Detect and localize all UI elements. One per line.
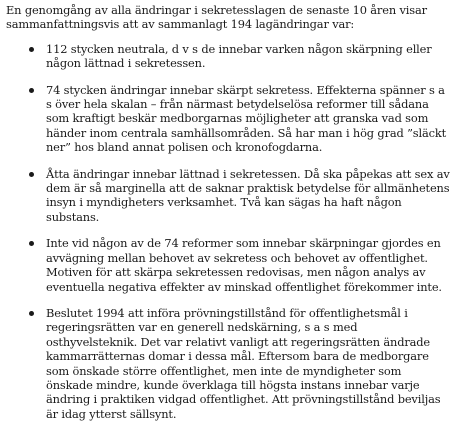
- list-item-text: Åtta ändringar innebar lättnad i sekretessen. Då ska påpekas att sex av dem är så marginella att de saknar praktisk betydelse för allmänhetens insyn i myndigheters verksamhet. Två kan sägas ha haft någon substans.: [46, 166, 450, 224]
- list-item: [6, 167, 450, 225]
- bullet-icon: [29, 241, 34, 246]
- bullet-icon: [29, 311, 34, 316]
- list-item: [6, 236, 450, 294]
- findings-list: [6, 42, 450, 421]
- list-item-text: 74 stycken ändringar innebar skärpt sekretess. Effekterna spänner s a s över hela skalan – från närmast betydelselösa reformer till sådana som kraftigt beskär medborgarnas möjligheter att granska vad som händer inom centrala samhällsområden. Så har man i hög grad ”släckt ner” hos bland annat polisen och kronofogdarna.: [46, 82, 447, 155]
- list-item: [6, 306, 450, 421]
- intro-paragraph: En genomgång av alla ändringar i sekretesslagen de senaste 10 åren visar sammanfattningsvis att av sammanlagt 194 lagändringar var:: [6, 3, 427, 32]
- list-item-text: Inte vid någon av de 74 reformer som innebar skärpningar gjordes en avvägning mellan behovet av sekretess och behovet av offentlighet. Motiven för att skärpa sekretessen redovisas, men någon analys av eventuella negativa effekter av minskad offentlighet förekommer inte.: [46, 236, 442, 294]
- list-item: [6, 83, 450, 155]
- list-item: [6, 42, 450, 71]
- bullet-icon: [29, 47, 34, 52]
- list-item-text: Beslutet 1994 att införa prövningstillstånd för offentlighetsmål i regeringsrätten var en generell nedskärning, s a s med osthyvelsteknik. Det var relativt vanligt att regeringsrätten ändrade kammarrätternas domar i dessa mål. Eftersom bara de medborgare som önskade större offentlighet, men inte de myndigheter som önskade mindre, kunde överklaga till högsta instans innebar varje ändring i praktiken vidgad offentlighet. Att prövningstillstånd beviljas är idag ytterst sällsynt.: [46, 305, 441, 421]
- bullet-icon: [29, 88, 34, 93]
- list-item-text: 112 stycken neutrala, d v s de innebar varken någon skärpning eller någon lättnad i sekretessen.: [46, 41, 432, 71]
- bullet-icon: [29, 172, 34, 177]
